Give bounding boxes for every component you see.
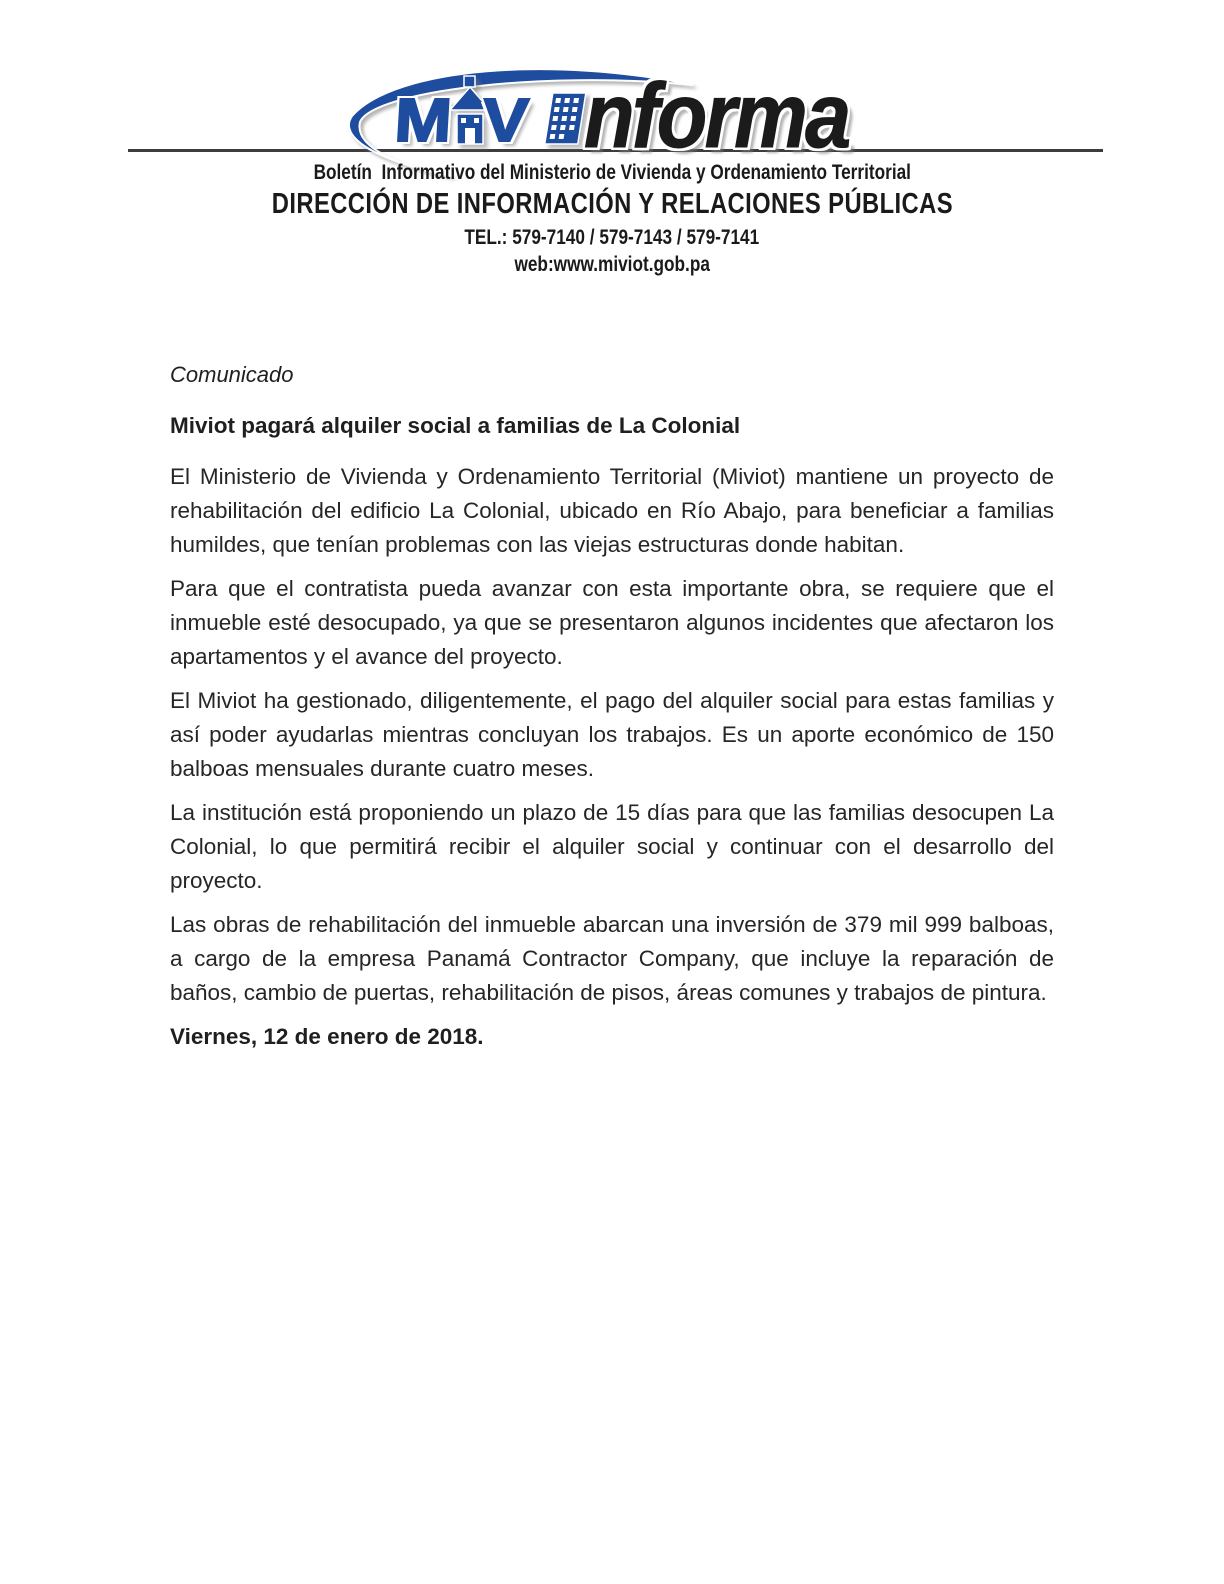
paragraph: El Miviot ha gestionado, diligentemente, el pago del alquiler social para estas familias y así poder ayudarlas mientras concluyan los trabajos. Es un aporte económico de 150 balboas mensuales durante cuatro meses.: [170, 688, 1054, 781]
paragraph: Las obras de rehabilitación del inmueble abarcan una inversión de 379 mil 999 balboas, a cargo de la empresa Panamá Contractor Company, que incluye la reparación de baños, cambio de puertas, rehabilitación de pisos, áreas comunes y trabajos de pintura.: [170, 912, 1054, 1005]
document-kicker: Comunicado: [170, 362, 294, 387]
date-line: Viernes, 12 de enero de 2018.: [170, 1024, 484, 1049]
paragraph: El Ministerio de Vivienda y Ordenamiento Territorial (Miviot) mantiene un proyecto de rehabilitación del edificio La Colonial, ubicado en Río Abajo, para beneficiar a familias humildes, que tenían problemas con las viejas estructuras donde habitan.: [170, 464, 1054, 557]
phone-line: TEL.: 579-7140 / 579-7143 / 579-7141: [464, 226, 760, 249]
web-line: web:www.miviot.gob.pa: [514, 253, 710, 276]
document-body: [170, 362, 1054, 1054]
masthead: [0, 0, 1224, 300]
paragraph: La institución está proponiendo un plazo de 15 días para que las familias desocupen La Colonial, lo que permitirá recibir el alquiler social y continuar con el desarrollo del proyecto.: [170, 800, 1054, 893]
department-line: DIRECCIÓN DE INFORMACIÓN Y RELACIONES PÚBLICAS: [271, 188, 953, 220]
bulletin-line: Boletín Informativo del Ministerio de Vivienda y Ordenamiento Territorial: [313, 161, 911, 184]
masthead-taglines: [0, 160, 1224, 277]
logo-letter-v: V: [480, 86, 531, 154]
paragraph: Para que el contratista pueda avanzar con esta importante obra, se requiere que el inmueble esté desocupado, ya que se presentaron algunos incidentes que afectaron los apartamentos y el avance del proyecto.: [170, 576, 1054, 669]
logo-letter-m: M: [392, 86, 454, 154]
logo-wordmark-informa: nforma: [584, 65, 849, 167]
document-title: Miviot pagará alquiler social a familias de La Colonial: [170, 413, 741, 438]
